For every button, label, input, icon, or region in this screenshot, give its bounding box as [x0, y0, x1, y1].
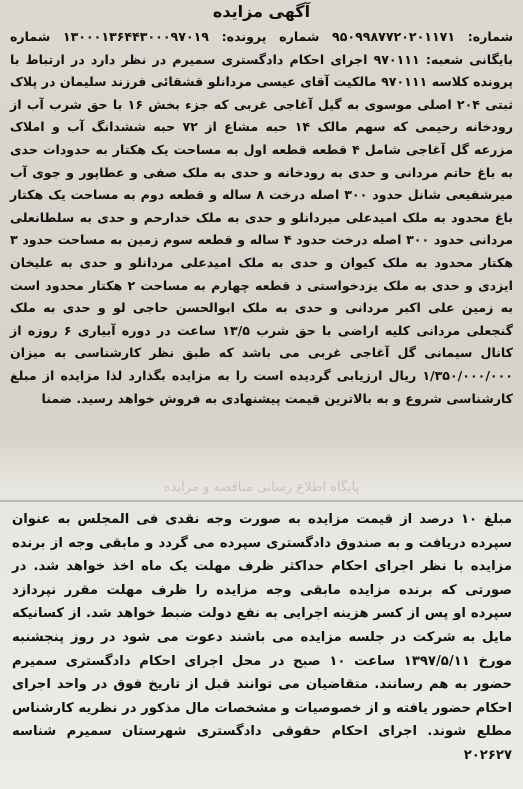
notice-upper-section: [10, 26, 513, 410]
notice-upper-body: شماره: ۹۵۰۹۹۸۷۷۲۰۲۰۱۱۷۱ شماره پرونده: ۱۳۰۰۰۱۳۶۴۴۳۰۰۰۹۷۰۱۹ شماره بایگانی شعبه: ۹۷۰۱۱۱ اجرای احکام دادگستری سمیرم در نظر دارد در ارتباط با پرونده کلاسه ۹۷۰۱۱۱ مالکیت آقای عیسی مردانلو قشقائی فرزند سلیمان در پلاک ثبتی ۲۰۴ اصلی موسوی به گیل آغاجی غربی که جزء بخش ۱۶ با حق شرب آب از رودخانه رحیمی که سهم مالک ۱۴ حبه مشاع از ۷۲ حبه ششدانگ آب و املاک مزرعه گل آغاجی شامل ۴ قطعه قطعه اول به مساحت یک هکتار به حدودات حدی به باغ حاتم مردانی و حدی به رودخانه و حدی به ملک صفی و عطاپور و جوی آب میرشفیعی شانل حدود ۳۰۰ اصله درخت ۸ ساله و قطعه دوم به مساحت یک هکتار باغ محدود به ملک امیدعلی میردانلو و حدی به ملک خدارحم و حدی به سلطانعلی مردانی حدود ۳۰۰ اصله درخت حدود ۴ ساله و قطعه سوم زمین به مساحت حدود ۳ هکتار محدود به ملک کیوان و حدی به ملک امیدعلی مردانلو و حدی به علیخان ایزدی و حدی به ملک یزدخواستی د قطعه چهارم به مساحت ۲ هکتار محدود است به زمین علی اکبر مردانی و حدی به ملک ابوالحسن حاجی لو و حدی به ملک گنجعلی مردانی کلیه اراضی با حق شرب ۱۳/۵ ساعت در دوره آبیاری ۶ روزه از کانال سیمانی گل آغاجی غربی می باشد که طبق نظر کارشناسی به میزان ۱/۳۵۰/۰۰۰/۰۰۰ ریال ارزیابی گردیده است را به مزایده بگذارد لذا مزایده از مبلغ کارشناسی شروع و به بالاترین قیمت پیشنهادی به فروش خواهد رسید. ضمنا: [10, 29, 514, 406]
watermark-text: پایگاه اطلاع رسانی مناقصه و مزایده: [163, 480, 360, 495]
section-divider: [0, 500, 523, 502]
notice-title: آگهی مزایده: [212, 2, 311, 21]
notice-lower-body: مبلغ ۱۰ درصد از قیمت مزایده به صورت وجه نقدی فی المجلس به عنوان سپرده دریافت و به صندوق دادگستری سپرده می گردد و مابقی وجه از برنده مزایده با نظر اجرای احکام حداکثر ظرف مهلت یک ماه اخذ خواهد شد. در صورتی که برنده مزایده مابقی وجه مزایده را ظرف مهلت مقرر نپردازد سپرده او پس از کسر هزینه اجرایی به نفع دولت ضبط خواهد شد. از کسانیکه مایل به شرکت در جلسه مزایده می باشند دعوت می شود در روز پنجشنبه مورخ ۱۳۹۷/۵/۱۱ ساعت ۱۰ صبح در محل اجرای احکام دادگستری سمیرم حضور به هم رسانند. متقاضیان می توانند قبل از تاریخ فوق در واحد اجرای احکام حضور یافته و از خصوصیات و مشخصات مال مذکور در نظریه کارشناس مطلع شوند. اجرای احکام حقوقی دادگستری شهرستان سمیرم شناسه ۲۰۲۶۲۷: [12, 512, 513, 763]
notice-lower-section: [12, 508, 512, 768]
